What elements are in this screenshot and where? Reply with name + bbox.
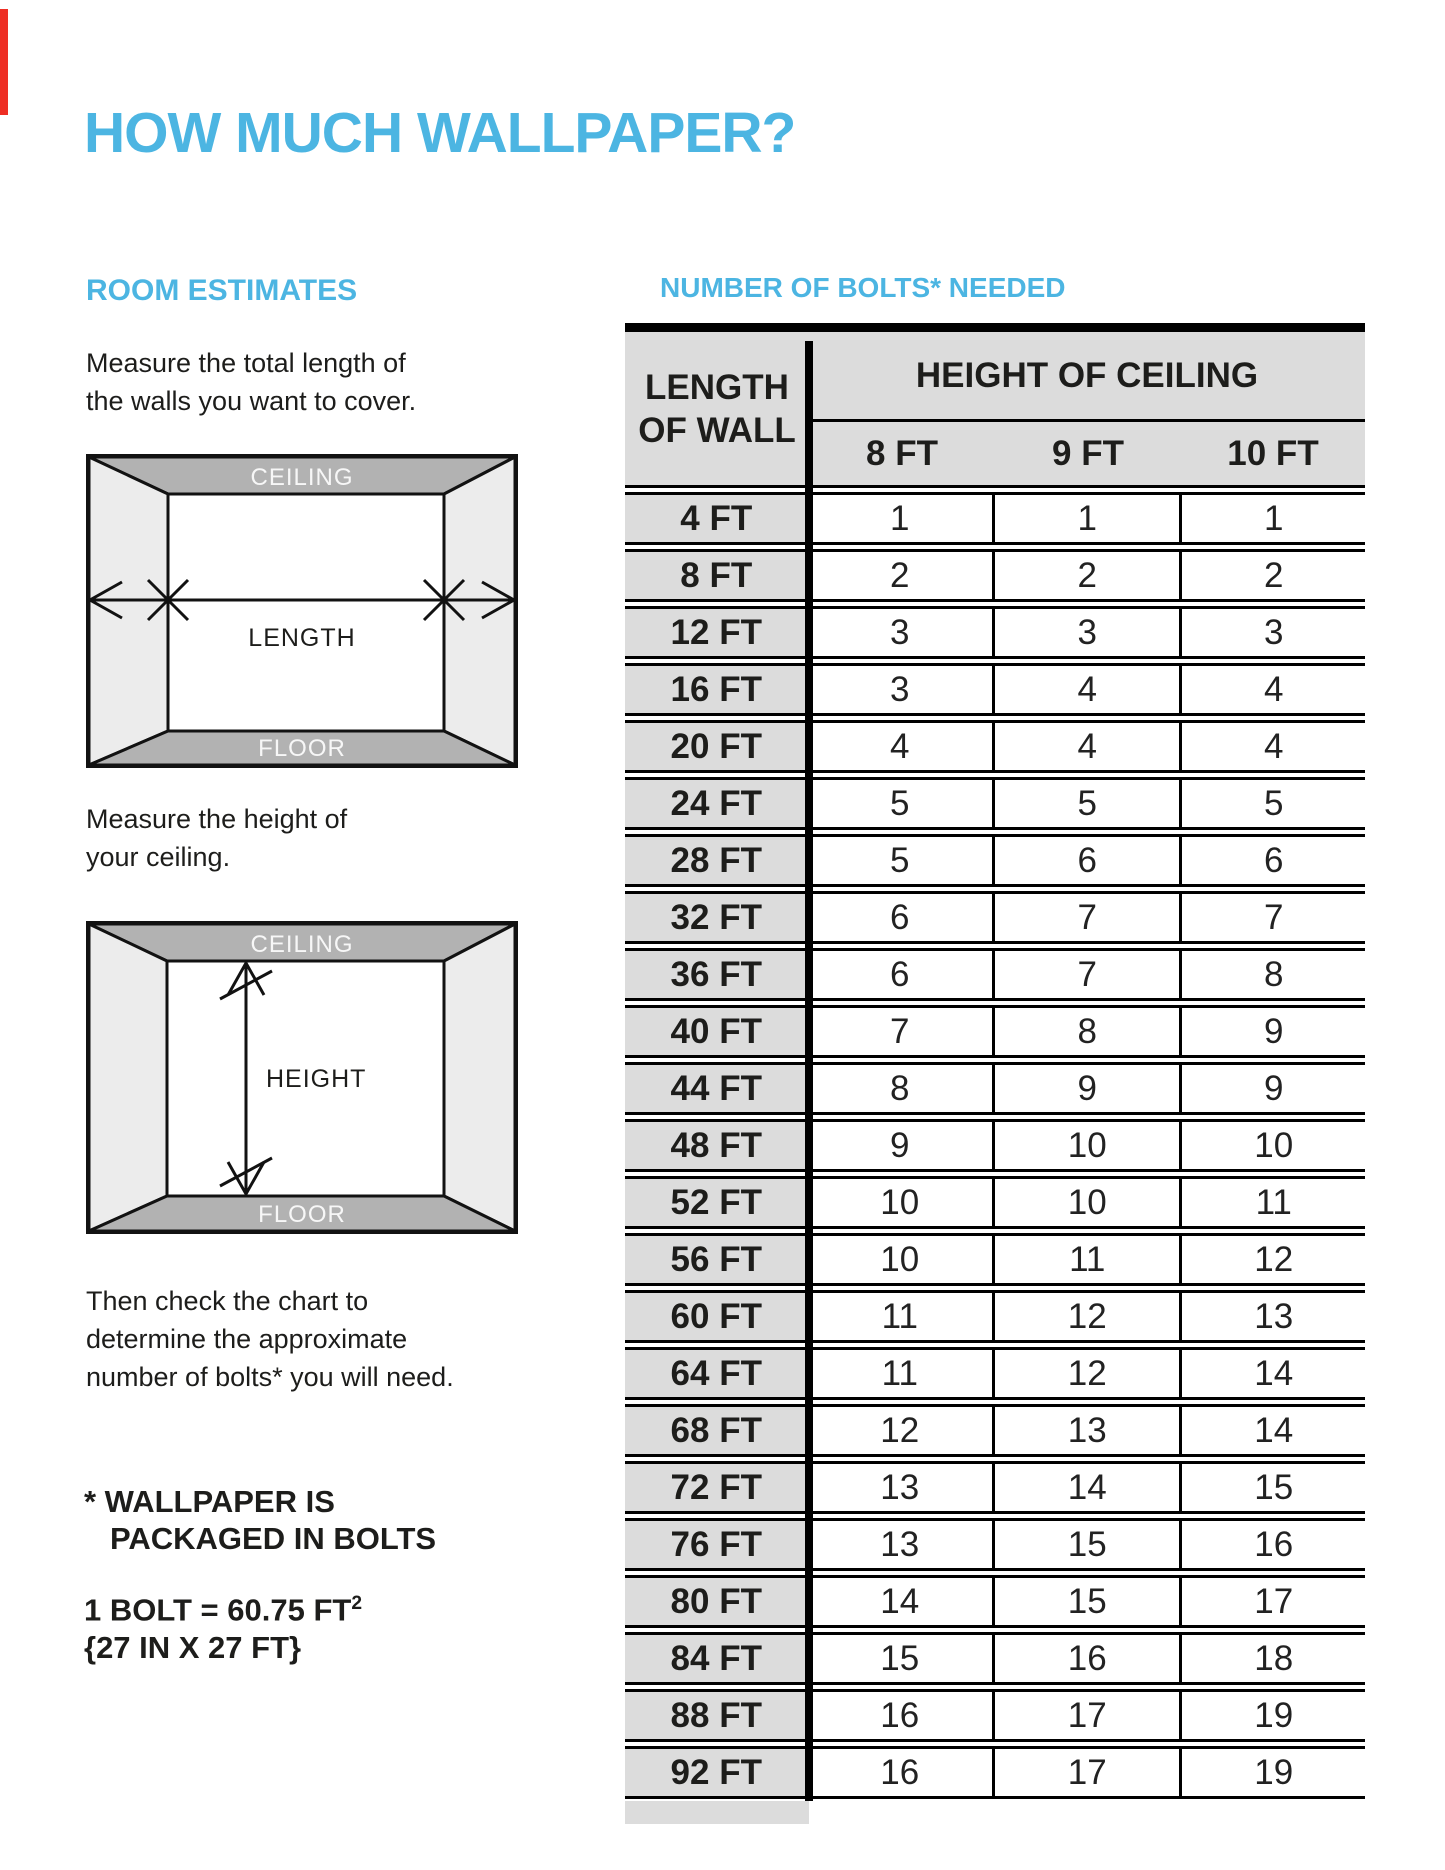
back-wall-plane [168,494,444,731]
bolt-count-cell: 4 [1179,666,1365,713]
instruction-chart-line3: number of bolts* you will need. [86,1362,454,1392]
instruction-chart-line2: determine the approximate [86,1324,408,1354]
bolt-count-cell: 10 [992,1179,1179,1226]
floor-label: FLOOR [258,1201,346,1228]
wall-length-cell: 16 FT [625,666,808,713]
bolt-count-cell: 4 [1179,723,1365,770]
bolt-size-line1 [84,1585,362,1629]
instruction-chart [86,1282,454,1396]
table-row [625,1062,1365,1115]
table-row [625,1347,1365,1400]
bolt-count-cell: 11 [808,1293,992,1340]
wall-length-cell: 24 FT [625,780,808,827]
wall-length-cell: 20 FT [625,723,808,770]
bolts-footnote-line1: * WALLPAPER IS [84,1484,335,1519]
wall-length-cell: 80 FT [625,1578,808,1625]
bolts-footnote-line2: PACKAGED IN BOLTS [110,1521,437,1556]
sub-header-9ft: 9 FT [1052,433,1124,473]
bolt-count-cell: 15 [1179,1464,1365,1511]
wall-length-cell: 56 FT [625,1236,808,1283]
bolt-size-text: 1 BOLT = 60.75 FT [84,1592,352,1628]
bolt-count-cell: 2 [808,552,992,599]
bolt-count-cell: 9 [808,1122,992,1169]
bolt-count-cell: 3 [808,666,992,713]
instruction-length-line2: the walls you want to cover. [86,386,417,416]
sub-header-8ft: 8 FT [866,433,938,473]
table-row [625,1233,1365,1286]
bolt-count-cell: 7 [992,951,1179,998]
table-row [625,1119,1365,1172]
bolts-table [625,323,1365,1799]
instruction-height-line2: your ceiling. [86,842,231,872]
bolt-count-cell: 13 [808,1521,992,1568]
table-row [625,834,1365,887]
wall-length-cell: 72 FT [625,1464,808,1511]
bolt-count-cell: 4 [992,723,1179,770]
bolt-count-cell: 9 [992,1065,1179,1112]
table-row [625,1461,1365,1514]
table-row [625,663,1365,716]
room-length-diagram [86,454,518,768]
bolt-count-cell: 11 [808,1350,992,1397]
bolt-count-cell: 12 [992,1293,1179,1340]
bolt-count-cell: 16 [808,1749,992,1796]
sub-header-row [809,422,1365,485]
ceiling-label: CEILING [250,464,354,491]
bolt-count-cell: 12 [1179,1236,1365,1283]
length-of-wall-line2: OF WALL [638,410,796,450]
bolt-count-cell: 10 [992,1122,1179,1169]
bolt-count-cell: 8 [1179,951,1365,998]
bolt-count-cell: 16 [992,1635,1179,1682]
bolt-count-cell: 5 [808,837,992,884]
table-row [625,1404,1365,1457]
bolt-count-cell: 9 [1179,1065,1365,1112]
bolt-count-cell: 13 [1179,1293,1365,1340]
bolt-count-cell: 16 [808,1692,992,1739]
right-wall-plane [444,924,515,1231]
bolt-count-cell: 13 [992,1407,1179,1454]
bolt-count-cell: 9 [1179,1008,1365,1055]
table-row [625,1575,1365,1628]
wall-length-cell: 76 FT [625,1521,808,1568]
table-bottom-gray-tab [625,1801,809,1824]
bolt-count-cell: 17 [992,1749,1179,1796]
bolt-size-superscript: 2 [351,1593,363,1614]
length-label: LENGTH [248,624,356,652]
bolt-size-line2: {27 IN X 27 FT} [84,1630,302,1666]
bolt-count-cell: 17 [1179,1578,1365,1625]
table-row [625,1518,1365,1571]
bolt-count-cell: 5 [1179,780,1365,827]
bolt-count-cell: 3 [808,609,992,656]
bolt-count-cell: 8 [992,1008,1179,1055]
bolt-count-cell: 5 [992,780,1179,827]
section-heading-room-estimates: ROOM ESTIMATES [86,274,358,307]
wall-length-cell: 36 FT [625,951,808,998]
table-row [625,720,1365,773]
bolt-count-cell: 12 [992,1350,1179,1397]
bolt-count-cell: 7 [1179,894,1365,941]
bolt-count-cell: 8 [808,1065,992,1112]
table-row [625,777,1365,830]
bolt-count-cell: 5 [808,780,992,827]
wall-length-cell: 92 FT [625,1749,808,1796]
bolt-count-cell: 15 [808,1635,992,1682]
table-row [625,1290,1365,1343]
bolt-count-cell: 14 [992,1464,1179,1511]
wall-length-cell: 4 FT [625,495,808,542]
floor-label: FLOOR [258,735,346,762]
bolt-count-cell: 12 [808,1407,992,1454]
table-row [625,948,1365,1001]
instruction-length-line1: Measure the total length of [86,348,406,378]
wall-length-cell: 88 FT [625,1692,808,1739]
bolt-count-cell: 1 [1179,495,1365,542]
wall-length-cell: 8 FT [625,552,808,599]
bolt-count-cell: 10 [1179,1122,1365,1169]
table-row [625,1176,1365,1229]
bolt-count-cell: 6 [992,837,1179,884]
bolt-count-cell: 7 [992,894,1179,941]
bolt-count-cell: 10 [808,1236,992,1283]
bolt-count-cell: 19 [1179,1749,1365,1796]
page-title: HOW MUCH WALLPAPER? [84,101,796,166]
bolt-count-cell: 4 [808,723,992,770]
bolt-count-cell: 6 [808,951,992,998]
column-header-length-of-wall [625,332,809,485]
bolt-count-cell: 14 [1179,1350,1365,1397]
bolt-count-cell: 13 [808,1464,992,1511]
bolt-count-cell: 1 [992,495,1179,542]
table-row [625,549,1365,602]
bolt-count-cell: 3 [1179,609,1365,656]
wall-length-cell: 52 FT [625,1179,808,1226]
bolt-size-info [84,1585,362,1667]
length-of-wall-line1: LENGTH [645,367,789,407]
wall-length-cell: 40 FT [625,1008,808,1055]
instruction-length [86,344,416,420]
wall-length-cell: 68 FT [625,1407,808,1454]
left-wall-plane [89,924,167,1231]
wall-length-cell: 28 FT [625,837,808,884]
wall-length-cell: 44 FT [625,1065,808,1112]
bolt-count-cell: 19 [1179,1692,1365,1739]
ceiling-height-diagram [86,921,518,1234]
table-header [625,332,1365,488]
wall-length-cell: 60 FT [625,1293,808,1340]
wall-length-cell: 48 FT [625,1122,808,1169]
bolt-count-cell: 14 [808,1578,992,1625]
table-body [625,492,1365,1799]
bolt-count-cell: 16 [1179,1521,1365,1568]
header-right-section [809,332,1365,485]
height-label: HEIGHT [266,1065,367,1093]
instruction-chart-line1: Then check the chart to [86,1286,369,1316]
bolt-count-cell: 15 [992,1521,1179,1568]
table-row [625,606,1365,659]
thick-column-divider [805,341,813,1801]
bolt-count-cell: 15 [992,1578,1179,1625]
bolt-count-cell: 1 [808,495,992,542]
instruction-height [86,800,347,876]
bolt-count-cell: 4 [992,666,1179,713]
bolt-count-cell: 6 [808,894,992,941]
bolt-count-cell: 2 [1179,552,1365,599]
table-row [625,1689,1365,1742]
bolt-count-cell: 2 [992,552,1179,599]
bolt-count-cell: 6 [1179,837,1365,884]
table-heading: NUMBER OF BOLTS* NEEDED [660,272,1066,303]
table-row [625,891,1365,944]
bolt-count-cell: 3 [992,609,1179,656]
wall-length-cell: 32 FT [625,894,808,941]
bolt-count-cell: 11 [992,1236,1179,1283]
table-row [625,1632,1365,1685]
column-header-height-of-ceiling: HEIGHT OF CEILING [809,332,1365,422]
wall-length-cell: 84 FT [625,1635,808,1682]
red-edge-strip [0,9,8,115]
wall-length-cell: 64 FT [625,1350,808,1397]
table-row [625,1005,1365,1058]
bolt-count-cell: 18 [1179,1635,1365,1682]
bolt-count-cell: 7 [808,1008,992,1055]
wall-length-cell: 12 FT [625,609,808,656]
table-row [625,1746,1365,1799]
bolt-count-cell: 17 [992,1692,1179,1739]
ceiling-label: CEILING [250,931,354,958]
instruction-height-line1: Measure the height of [86,804,348,834]
bolts-footnote [84,1483,436,1557]
sub-header-10ft: 10 FT [1227,433,1319,473]
bolt-count-cell: 11 [1179,1179,1365,1226]
table-row [625,492,1365,545]
bolt-count-cell: 10 [808,1179,992,1226]
bolt-count-cell: 14 [1179,1407,1365,1454]
